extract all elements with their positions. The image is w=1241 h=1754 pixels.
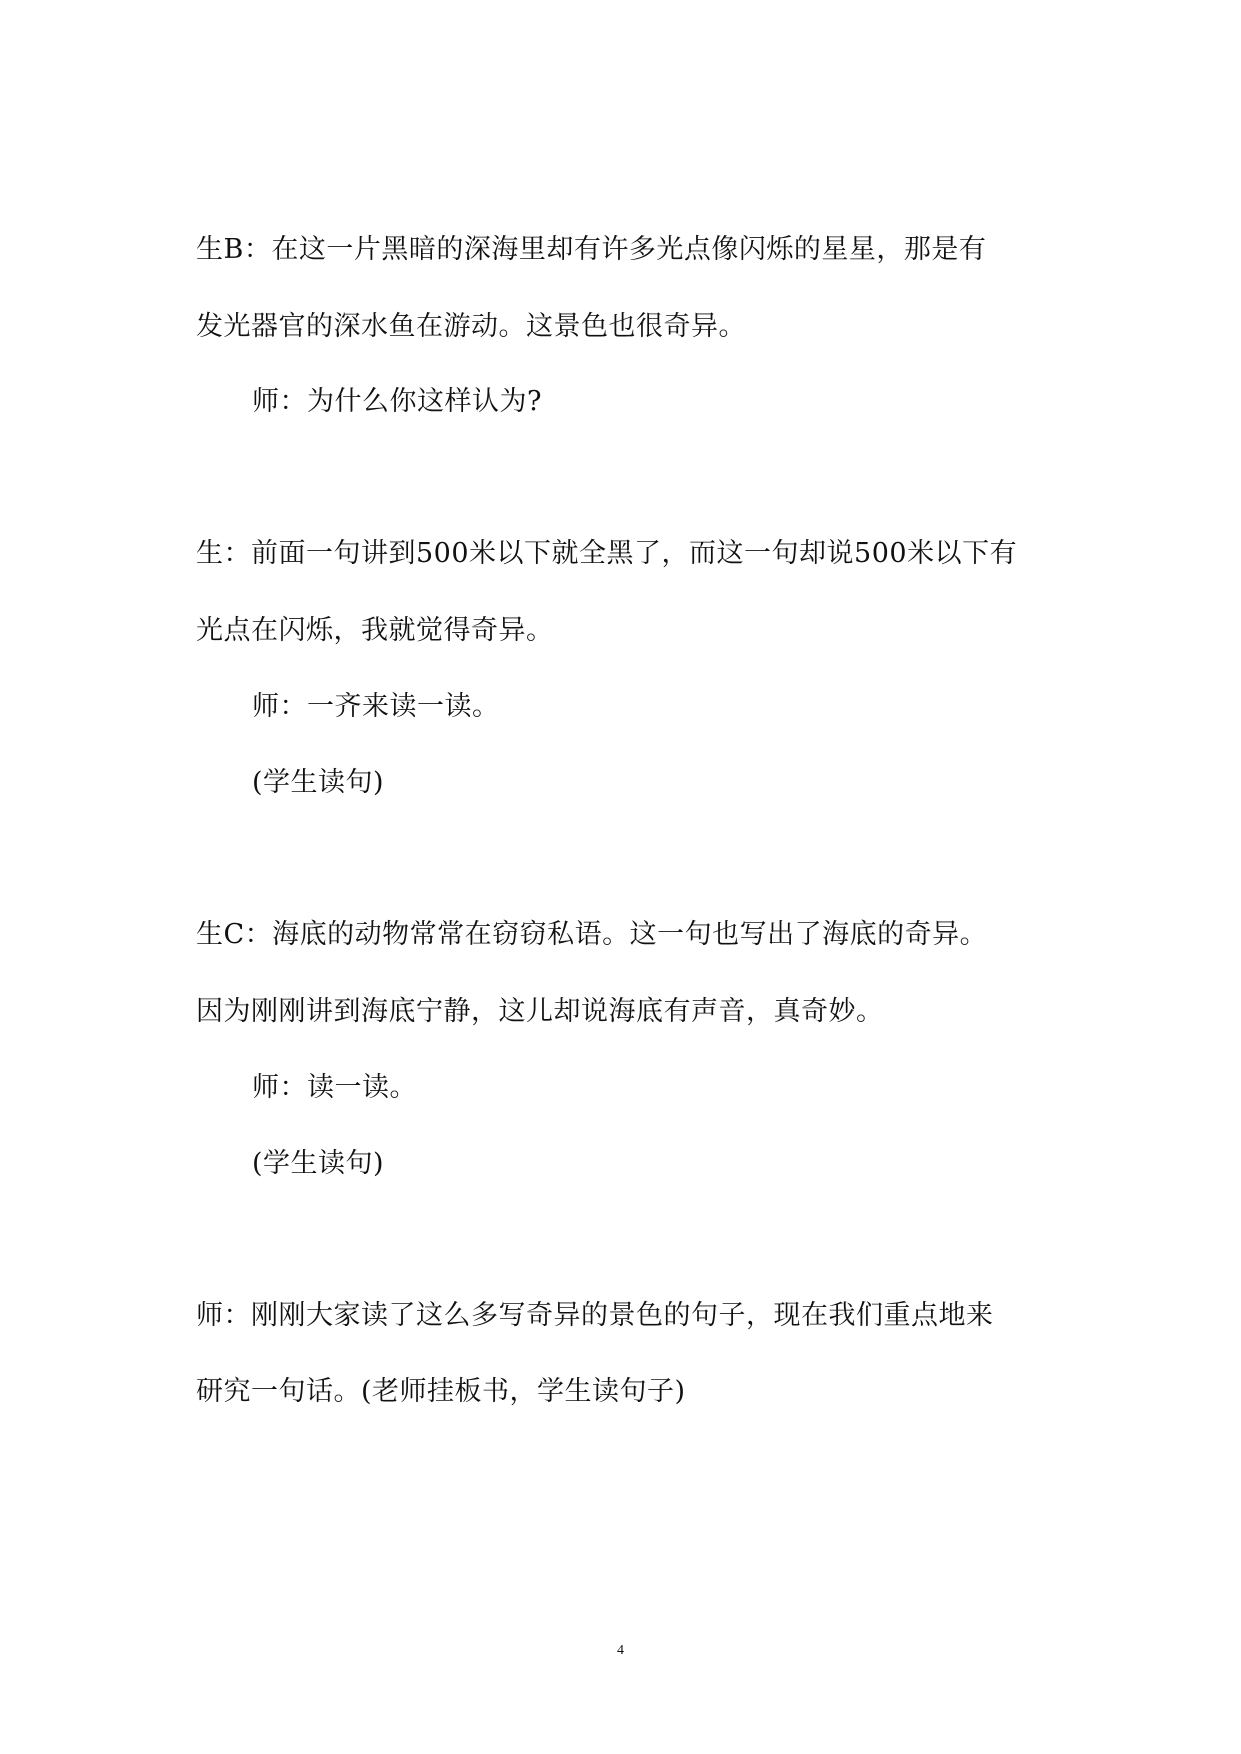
text-line-student-b-1: 生B：在这一片黑暗的深海里却有许多光点像闪烁的星星，那是有 <box>196 234 987 265</box>
text-line-teacher-question: 师：为什么你这样认为? <box>252 386 542 417</box>
text-line-teacher-read: 师：读一读。 <box>252 1072 417 1103</box>
text-line-students-reading-1: (学生读句) <box>252 767 385 798</box>
text-line-student-c-1: 生C：海底的动物常常在窃窃私语。这一句也写出了海底的奇异。 <box>196 919 988 950</box>
text-line-students-reading-2: (学生读句) <box>252 1148 385 1179</box>
text-line-student-c-2: 因为刚刚讲到海底宁静，这儿却说海底有声音，真奇妙。 <box>196 996 884 1027</box>
text-line-teacher-summary-1: 师：刚刚大家读了这么多写奇异的景色的句子，现在我们重点地来 <box>196 1300 994 1331</box>
text-line-teacher-summary-2: 研究一句话。(老师挂板书，学生读句子) <box>196 1376 686 1407</box>
text-line-teacher-read-together: 师：一齐来读一读。 <box>252 691 500 722</box>
text-line-student-2: 光点在闪烁，我就觉得奇异。 <box>196 615 554 646</box>
text-line-student-b-2: 发光器官的深水鱼在游动。这景色也很奇异。 <box>196 311 746 342</box>
page-number: 4 <box>617 1643 624 1658</box>
text-line-student-1: 生：前面一句讲到500米以下就全黑了，而这一句却说500米以下有 <box>196 538 1018 569</box>
